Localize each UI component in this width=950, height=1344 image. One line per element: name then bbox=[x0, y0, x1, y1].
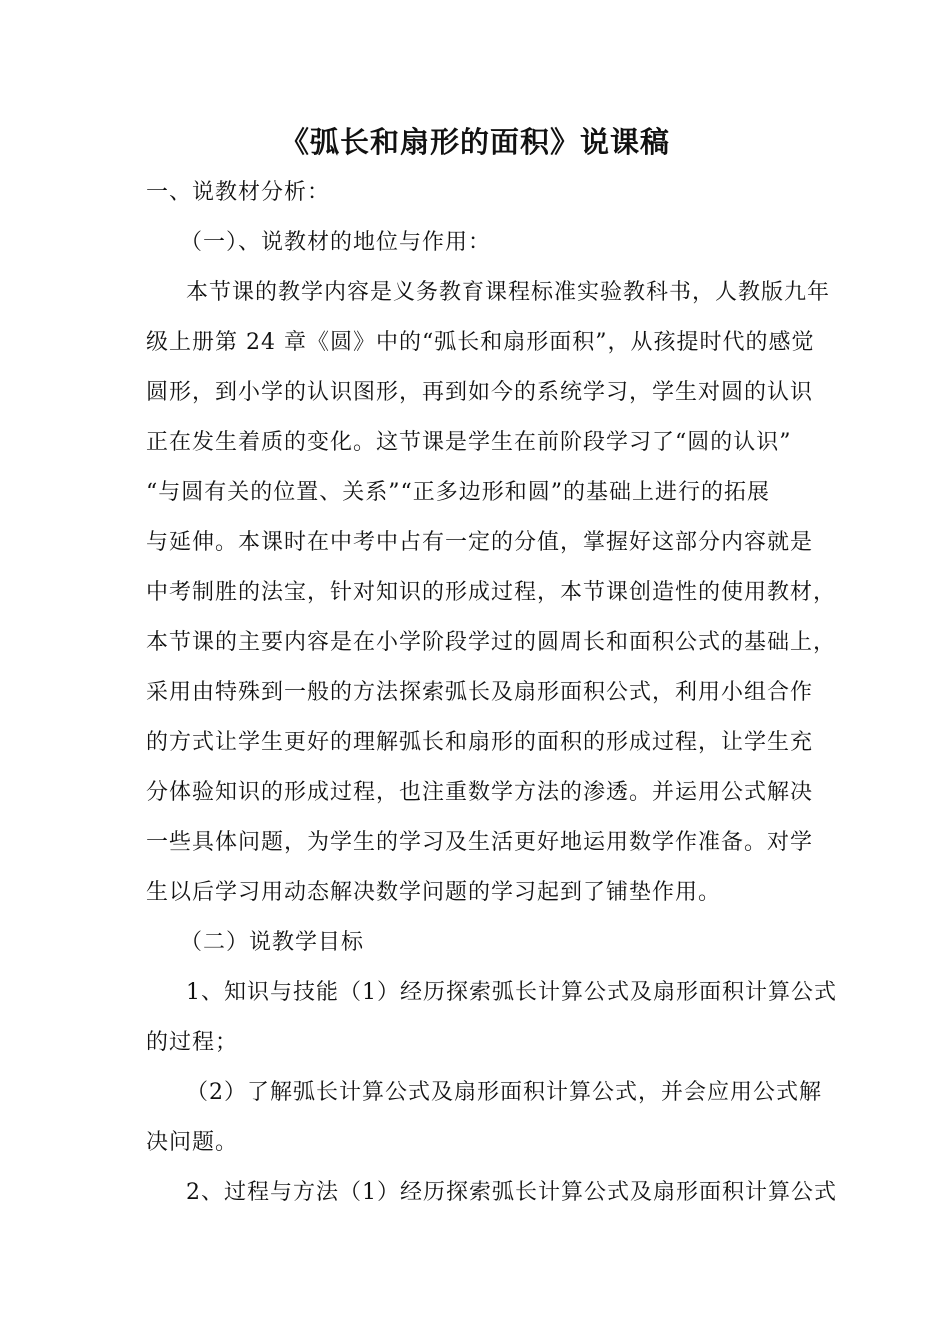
paragraph-line: 采用由特殊到一般的方法探索弧长及扇形面积公式，利用小组合作 bbox=[146, 680, 814, 705]
paragraph-line: 决问题。 bbox=[146, 1130, 239, 1155]
paragraph-line: 正在发生着质的变化。这节课是学生在前阶段学习了“圆的认识” bbox=[146, 430, 792, 455]
paragraph-line: 一些具体问题，为学生的学习及生活更好地运用数学作准备。对学 bbox=[146, 830, 814, 855]
subsection-heading: （一）、说教材的地位与作用： bbox=[180, 230, 492, 255]
paragraph-line: 与延伸。本课时在中考中占有一定的分值，掌握好这部分内容就是 bbox=[146, 530, 814, 555]
paragraph-line: 分体验知识的形成过程，也注重数学方法的渗透。并运用公式解决 bbox=[146, 780, 814, 805]
document-title: 《弧长和扇形的面积》说课稿 bbox=[279, 125, 670, 159]
paragraph-line: 1、知识与技能（1）经历探索弧长计算公式及扇形面积计算公式 bbox=[186, 980, 837, 1005]
paragraph-line: 圆形，到小学的认识图形，再到如今的系统学习，学生对圆的认识 bbox=[146, 380, 814, 405]
paragraph-line: 本节课的主要内容是在小学阶段学过的圆周长和面积公式的基础上， bbox=[146, 630, 837, 655]
paragraph-line: 级上册第 24 章《圆》中的“弧长和扇形面积”，从孩提时代的感觉 bbox=[146, 330, 815, 355]
paragraph-line: 的过程； bbox=[146, 1030, 239, 1055]
paragraph-line: 生以后学习用动态解决数学问题的学习起到了铺垫作用。 bbox=[146, 880, 722, 905]
paragraph-line: 本节课的教学内容是义务教育课程标准实验教科书，人教版九年 bbox=[186, 280, 831, 305]
paragraph-line: （2）了解弧长计算公式及扇形面积计算公式，并会应用公式解 bbox=[186, 1080, 822, 1105]
paragraph-line: 中考制胜的法宝，针对知识的形成过程，本节课创造性的使用教材， bbox=[146, 580, 837, 605]
paragraph-line: “与圆有关的位置、关系”“正多边形和圆”的基础上进行的拓展 bbox=[146, 480, 770, 505]
subsection-heading: （二）说教学目标 bbox=[180, 930, 365, 955]
paragraph-line: 2、过程与方法（1）经历探索弧长计算公式及扇形面积计算公式 bbox=[186, 1180, 837, 1205]
section-heading: 一、说教材分析： bbox=[146, 180, 331, 205]
paragraph-line: 的方式让学生更好的理解弧长和扇形的面积的形成过程，让学生充 bbox=[146, 730, 814, 755]
